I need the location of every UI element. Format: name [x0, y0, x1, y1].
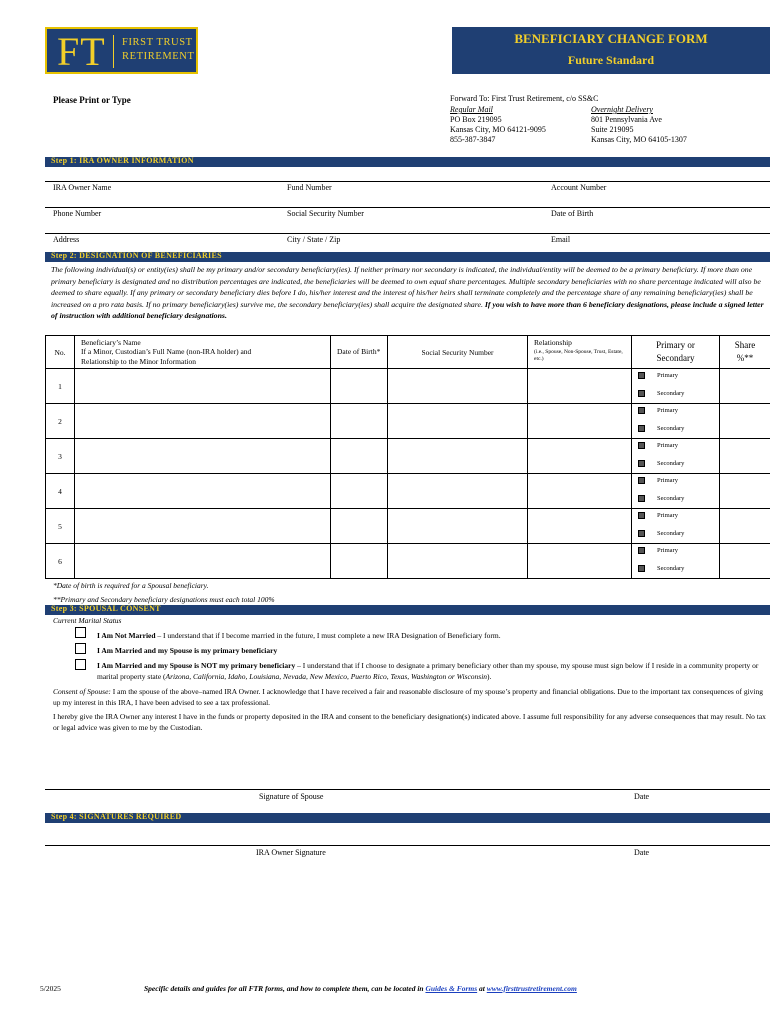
overnight-line2: Suite 219095: [591, 125, 634, 134]
footnote-dob: *Date of birth is required for a Spousal beneficiary.: [53, 581, 209, 590]
beneficiary-row: [46, 369, 770, 404]
beneficiary-ssn-field[interactable]: [388, 369, 528, 404]
married-not-primary-end: ).: [487, 672, 492, 681]
step2-header: [45, 252, 770, 262]
print-note: Please Print or Type: [53, 95, 131, 105]
col-primary-secondary: Primary or Secondary: [632, 336, 720, 369]
city-state-zip-label: City / State / Zip: [287, 235, 341, 244]
regular-mail-block: [450, 105, 546, 145]
owner-date-label: Date: [634, 848, 650, 857]
share-percent-field[interactable]: [720, 404, 770, 439]
secondary-label: Secondary: [657, 425, 685, 432]
secondary-label: Secondary: [657, 495, 685, 502]
not-married-text: – I understand that if I become married in the future, I must complete a new IRA Designation of Beneficiary form.: [155, 631, 501, 640]
beneficiary-relationship-field[interactable]: [528, 544, 632, 579]
beneficiary-row: [46, 544, 770, 579]
beneficiary-row: [46, 404, 770, 439]
secondary-label: Secondary: [657, 565, 685, 572]
step1-rule-top: [45, 181, 770, 182]
share-percent-field[interactable]: [720, 544, 770, 579]
spouse-signature-line[interactable]: [45, 789, 770, 790]
married-not-primary-text: – I understand that if I choose to designate a primary beneficiary other than my spouse, my spouse must sign below if I reside in a community property or marital property state (: [97, 661, 759, 681]
overnight-title: Overnight Delivery: [591, 105, 653, 114]
beneficiary-relationship-field[interactable]: [528, 369, 632, 404]
phone-label: Phone Number: [53, 209, 102, 218]
footer-note: [144, 984, 577, 993]
designation-intro-text: The following individual(s) or entity(ies) shall be my primary and/or secondary beneficiary(ies). If neither primary nor secondary is indicated, the individual/entity will be deemed to be a primary beneficiary. If more than one primary beneficiary is designated and no distribution percentages are indicated, the beneficiaries will be deemed to own equal share percentages. Multiple secondary beneficiaries with no share percentage indicated will also be deemed to share equally. If any primary or secondary beneficiary dies before I do, his/her interest and the interest of his/her heirs shall terminate completely and the percentage share of any remaining beneficiary(ies) shall be increased on a pro rata basis. If no primary beneficiary(ies) survive me, the secondary beneficiary(ies) shall acquire the designated share.: [51, 265, 761, 309]
primary-label: Primary: [657, 372, 678, 379]
regular-mail-title: Regular Mail: [450, 105, 493, 114]
account-number-label: Account Number: [551, 183, 607, 192]
form-title: BENEFICIARY CHANGE FORM: [514, 31, 708, 46]
footer-text: Specific details and guides for all FTR forms, and how to complete them, can be located in: [144, 984, 426, 993]
beneficiary-name-field[interactable]: [75, 369, 331, 404]
footer-mid: at: [477, 984, 487, 993]
col-name-line3: Relationship to the Minor Information: [81, 356, 196, 366]
row-number: 4: [46, 474, 75, 509]
community-property-states: Arizona, California, Idaho, Louisiana, Nevada, New Mexico, Puerto Rico, Texas, Washington or Wisconsin: [165, 672, 488, 681]
beneficiary-row: [46, 439, 770, 474]
secondary-checkbox[interactable]: [638, 565, 645, 572]
not-married-bold: I Am Not Married: [97, 631, 156, 640]
col-share: Share %**: [720, 336, 770, 369]
step3-header: [45, 605, 770, 615]
not-married-option: [97, 630, 767, 641]
primary-checkbox[interactable]: [638, 372, 645, 379]
married-spouse-primary-checkbox[interactable]: [75, 643, 86, 654]
guides-forms-link[interactable]: Guides & Forms: [425, 984, 478, 993]
secondary-checkbox[interactable]: [638, 495, 645, 502]
website-link[interactable]: www.firsttrustretirement.com: [486, 984, 577, 993]
col-relationship-line2: (i.e., Spouse, Non-Spouse, Trust, Estate, etc.): [534, 349, 623, 362]
secondary-label: Secondary: [657, 390, 685, 397]
logo-initials: FT: [57, 29, 106, 74]
col-ssn: Social Security Number: [388, 336, 528, 369]
primary-label: Primary: [657, 477, 678, 484]
row-number: 2: [46, 404, 75, 439]
beneficiary-ssn-field[interactable]: [388, 439, 528, 474]
marital-status-label: Current Marital Status: [53, 616, 122, 625]
overnight-line3: Kansas City, MO 64105-1307: [591, 135, 687, 144]
beneficiary-header-row: [46, 336, 770, 369]
beneficiary-name-field[interactable]: [75, 404, 331, 439]
primary-secondary-cell: [632, 439, 720, 474]
beneficiary-name-field[interactable]: [75, 509, 331, 544]
primary-label: Primary: [657, 512, 678, 519]
spouse-date-label: Date: [634, 792, 650, 801]
owner-signature-line[interactable]: [45, 845, 770, 846]
designation-intro: [51, 264, 766, 322]
secondary-label: Secondary: [657, 530, 685, 537]
primary-secondary-cell: [632, 509, 720, 544]
owner-signature-label: IRA Owner Signature: [256, 848, 326, 857]
step1-rule-3: [45, 233, 770, 234]
beneficiary-name-field[interactable]: [75, 544, 331, 579]
beneficiary-ssn-field[interactable]: [388, 474, 528, 509]
step1-header: [45, 157, 770, 167]
step1-title: Step 1: IRA OWNER INFORMATION: [51, 156, 194, 165]
secondary-checkbox[interactable]: [638, 460, 645, 467]
consent-text: I am the spouse of the above–named IRA Owner. I acknowledge that I have received a fair and reasonable disclosure of my spouse’s property and financial obligations. Due to the important tax consequences of giving up my interest in this IRA, I have been advised to see a tax professional.: [53, 687, 764, 707]
fund-number-label: Fund Number: [287, 183, 332, 192]
regular-mail-line2: Kansas City, MO 64121-9095: [450, 125, 546, 134]
step3-title: Step 3: SPOUSAL CONSENT: [51, 604, 161, 613]
signature-of-spouse-label: Signature of Spouse: [259, 792, 324, 801]
col-dob: Date of Birth*: [331, 336, 388, 369]
beneficiary-row: [46, 474, 770, 509]
logo-line1: FIRST TRUST: [122, 37, 193, 48]
primary-secondary-cell: [632, 369, 720, 404]
primary-checkbox[interactable]: [638, 407, 645, 414]
col-name: [75, 336, 331, 369]
married-spouse-primary-option: [97, 645, 767, 656]
dob-label: Date of Birth: [551, 209, 594, 218]
overnight-line1: 801 Pennsylvania Ave: [591, 115, 662, 124]
beneficiary-ssn-field[interactable]: [388, 404, 528, 439]
email-label: Email: [551, 235, 571, 244]
row-number: 3: [46, 439, 75, 474]
beneficiary-ssn-field[interactable]: [388, 509, 528, 544]
row-number: 1: [46, 369, 75, 404]
beneficiary-name-field[interactable]: [75, 474, 331, 509]
beneficiary-relationship-field[interactable]: [528, 474, 632, 509]
primary-label: Primary: [657, 442, 678, 449]
share-percent-field[interactable]: [720, 474, 770, 509]
married-not-primary-bold: I Am Married and my Spouse is NOT my primary beneficiary: [97, 661, 296, 670]
married-spouse-not-primary-checkbox[interactable]: [75, 659, 86, 670]
beneficiary-name-field[interactable]: [75, 439, 331, 474]
form-version-date: 5/2025: [40, 984, 61, 993]
step2-title: Step 2: DESIGNATION OF BENEFICIARIES: [51, 251, 222, 260]
step4-header: [45, 813, 770, 823]
logo-divider: [113, 35, 114, 68]
secondary-checkbox[interactable]: [638, 390, 645, 397]
ssn-label: Social Security Number: [287, 209, 364, 218]
step4-title: Step 4: SIGNATURES REQUIRED: [51, 812, 182, 821]
primary-checkbox[interactable]: [638, 477, 645, 484]
primary-secondary-cell: [632, 474, 720, 509]
form-subtitle: Future Standard: [567, 53, 655, 67]
secondary-label: Secondary: [657, 460, 685, 467]
primary-label: Primary: [657, 407, 678, 414]
primary-checkbox[interactable]: [638, 512, 645, 519]
forward-intro: Forward To: First Trust Retirement, c/o SS&C: [450, 94, 599, 103]
married-spouse-not-primary-option: [97, 660, 769, 682]
beneficiary-relationship-field[interactable]: [528, 404, 632, 439]
col-no: No.: [46, 336, 75, 369]
form-header-banner: [452, 27, 770, 74]
beneficiary-dob-field[interactable]: [331, 509, 388, 544]
primary-checkbox[interactable]: [638, 547, 645, 554]
primary-label: Primary: [657, 547, 678, 554]
secondary-checkbox[interactable]: [638, 530, 645, 537]
col-relationship-line1: Relationship: [534, 338, 572, 347]
regular-mail-phone: 855-387-3847: [450, 135, 496, 144]
consent-assignment: I hereby give the IRA Owner any interest I have in the funds or property deposited in the IRA and consent to the beneficiary designation(s) indicated above. I assume full responsibility for any adverse consequences that may result. No tax or legal advice was given to me by the Custodian.: [53, 712, 766, 732]
footnote-share: **Primary and Secondary beneficiary designations must each total 100%: [53, 595, 275, 604]
beneficiary-dob-field[interactable]: [331, 404, 388, 439]
first-trust-logo: [45, 27, 198, 74]
beneficiary-ssn-field[interactable]: [388, 544, 528, 579]
consent-label: Consent of Spouse:: [53, 687, 111, 696]
col-name-line2: If a Minor, Custodian’s Full Name (non-IRA holder) and: [81, 347, 252, 357]
beneficiary-dob-field[interactable]: [331, 439, 388, 474]
overnight-block: [591, 105, 687, 145]
row-number: 6: [46, 544, 75, 579]
beneficiary-row: [46, 509, 770, 544]
col-name-line1: Beneficiary’s Name: [81, 337, 141, 347]
address-label: Address: [53, 235, 80, 244]
owner-name-label: IRA Owner Name: [53, 183, 112, 192]
step1-rule-2: [45, 207, 770, 208]
not-married-checkbox[interactable]: [75, 627, 86, 638]
beneficiary-dob-field[interactable]: [331, 369, 388, 404]
designation-intro-bold: If you wish to have more than 6 beneficiary designations, please include a signed letter of instruction with additional beneficiary designations.: [51, 299, 764, 320]
col-relationship: [528, 336, 632, 369]
beneficiary-dob-field[interactable]: [331, 474, 388, 509]
row-number: 5: [46, 509, 75, 544]
share-percent-field[interactable]: [720, 369, 770, 404]
share-percent-field[interactable]: [720, 439, 770, 474]
primary-secondary-cell: [632, 404, 720, 439]
primary-checkbox[interactable]: [638, 442, 645, 449]
beneficiary-dob-field[interactable]: [331, 544, 388, 579]
beneficiary-relationship-field[interactable]: [528, 509, 632, 544]
regular-mail-line1: PO Box 219095: [450, 115, 502, 124]
consent-of-spouse: [53, 686, 768, 708]
beneficiary-table: [45, 335, 770, 579]
secondary-checkbox[interactable]: [638, 425, 645, 432]
married-spouse-primary-bold: I Am Married and my Spouse is my primary beneficiary: [97, 646, 278, 655]
logo-line2: RETIREMENT: [122, 51, 195, 62]
share-percent-field[interactable]: [720, 509, 770, 544]
beneficiary-relationship-field[interactable]: [528, 439, 632, 474]
primary-secondary-cell: [632, 544, 720, 579]
